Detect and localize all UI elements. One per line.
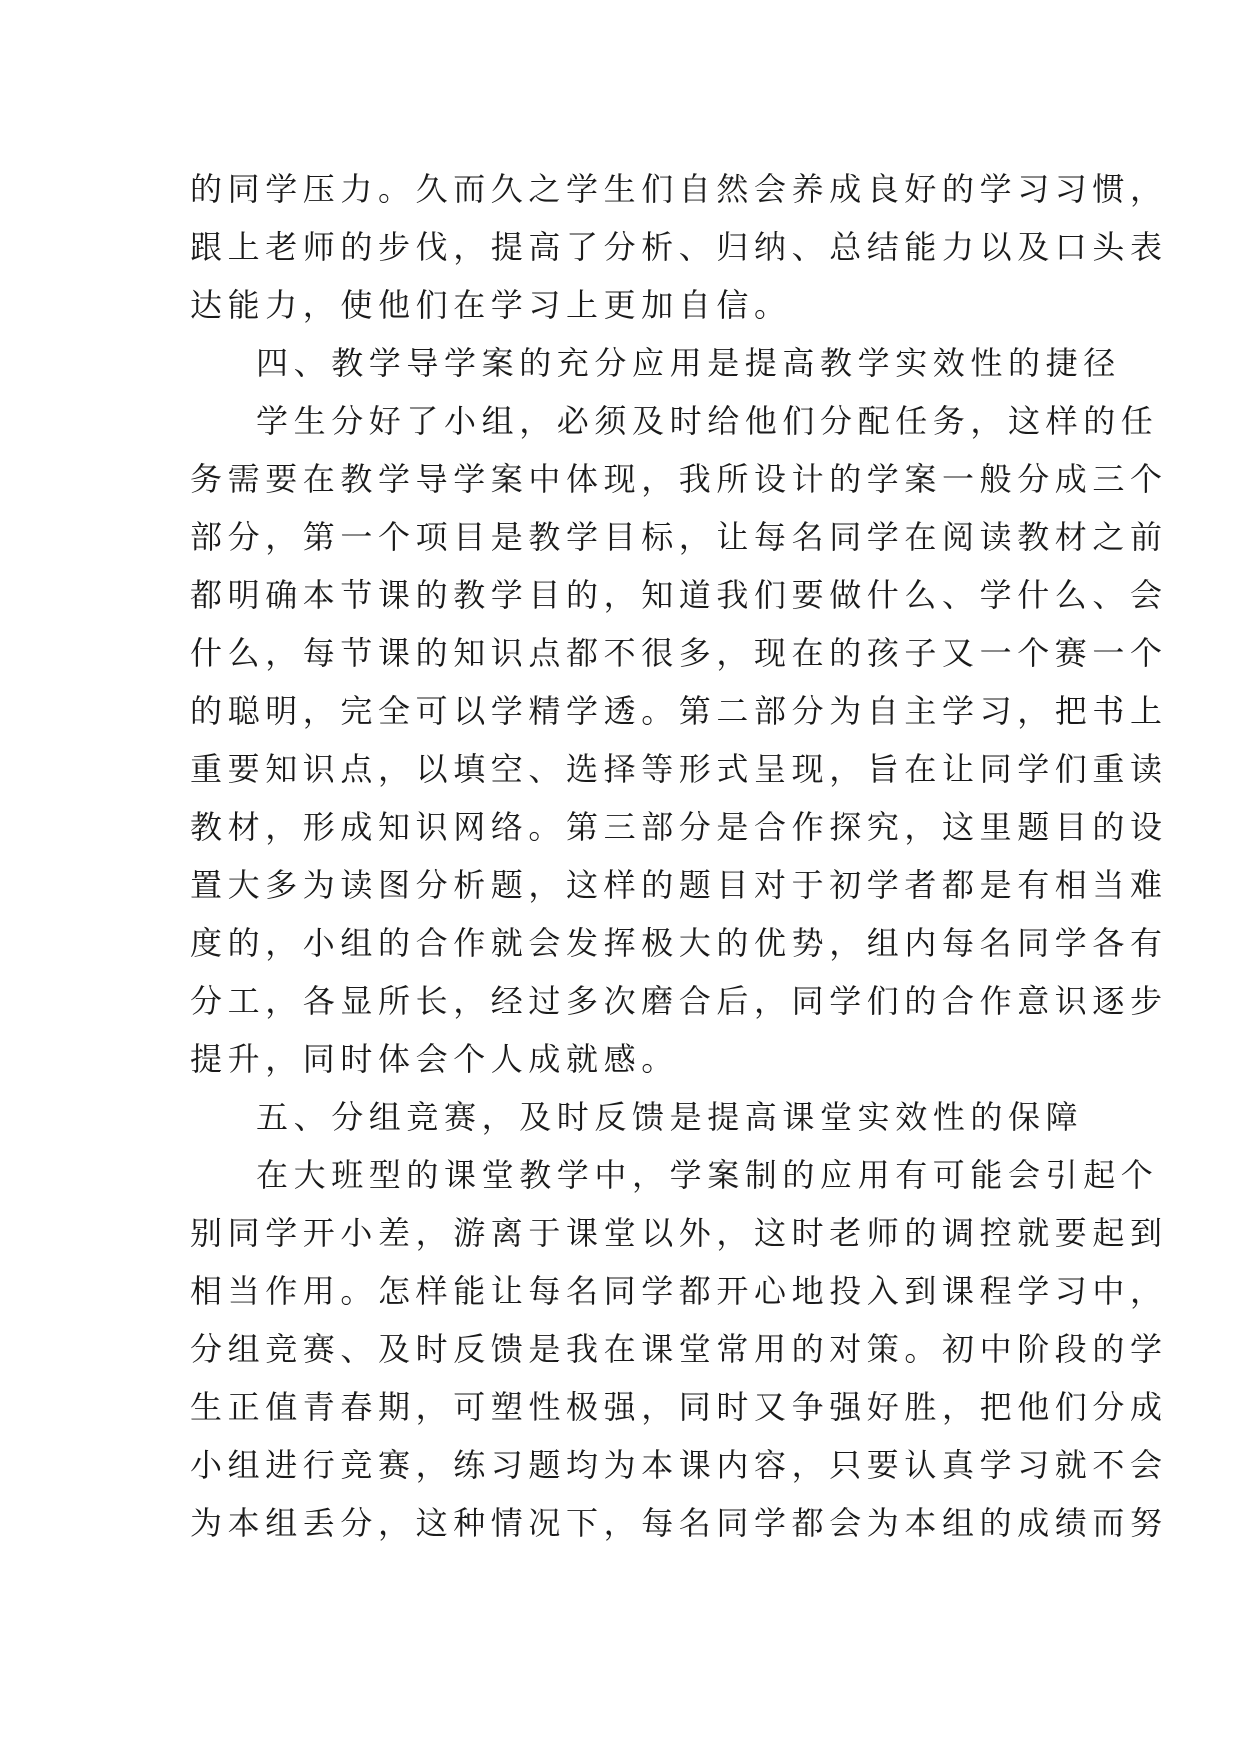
text-line: 置大多为读图分析题，这样的题目对于初学者都是有相当难 [190, 866, 1168, 904]
text-line: 达能力，使他们在学习上更加自信。 [190, 286, 792, 324]
document-body [190, 160, 1168, 1552]
text-line: 分组竞赛、及时反馈是我在课堂常用的对策。初中阶段的学 [190, 1330, 1168, 1368]
paragraph-start-line: 学生分好了小组，必须及时给他们分配任务，这样的任 [256, 402, 1159, 440]
text-line: 重要知识点，以填空、选择等形式呈现，旨在让同学们重读 [190, 750, 1168, 788]
text-line: 提升，同时体会个人成就感。 [190, 1040, 679, 1078]
text-line: 都明确本节课的教学目的，知道我们要做什么、学什么、会 [190, 576, 1168, 614]
text-line: 别同学开小差，游离于课堂以外，这时老师的调控就要起到 [190, 1214, 1168, 1252]
text-line: 小组进行竞赛，练习题均为本课内容，只要认真学习就不会 [190, 1446, 1168, 1484]
paragraph-start-line: 在大班型的课堂教学中，学案制的应用有可能会引起个 [256, 1156, 1159, 1194]
text-line: 跟上老师的步伐，提高了分析、归纳、总结能力以及口头表 [190, 228, 1168, 266]
text-line: 务需要在教学导学案中体现，我所设计的学案一般分成三个 [190, 460, 1168, 498]
paragraph-start-line: 五、分组竞赛，及时反馈是提高课堂实效性的保障 [256, 1098, 1084, 1136]
text-line: 什么，每节课的知识点都不很多，现在的孩子又一个赛一个 [190, 634, 1168, 672]
text-line: 分工，各显所长，经过多次磨合后，同学们的合作意识逐步 [190, 982, 1168, 1020]
text-line: 教材，形成知识网络。第三部分是合作探究，这里题目的设 [190, 808, 1168, 846]
text-line: 为本组丢分，这种情况下，每名同学都会为本组的成绩而努 [190, 1504, 1168, 1542]
text-line: 生正值青春期，可塑性极强，同时又争强好胜，把他们分成 [190, 1388, 1168, 1426]
paragraph-start-line: 四、教学导学案的充分应用是提高教学实效性的捷径 [256, 344, 1121, 382]
text-line: 的同学压力。久而久之学生们自然会养成良好的学习习惯， [190, 170, 1168, 208]
text-line: 的聪明，完全可以学精学透。第二部分为自主学习，把书上 [190, 692, 1168, 730]
text-line: 部分，第一个项目是教学目标，让每名同学在阅读教材之前 [190, 518, 1168, 556]
text-line: 相当作用。怎样能让每名同学都开心地投入到课程学习中， [190, 1272, 1168, 1310]
text-line: 度的，小组的合作就会发挥极大的优势，组内每名同学各有 [190, 924, 1168, 962]
